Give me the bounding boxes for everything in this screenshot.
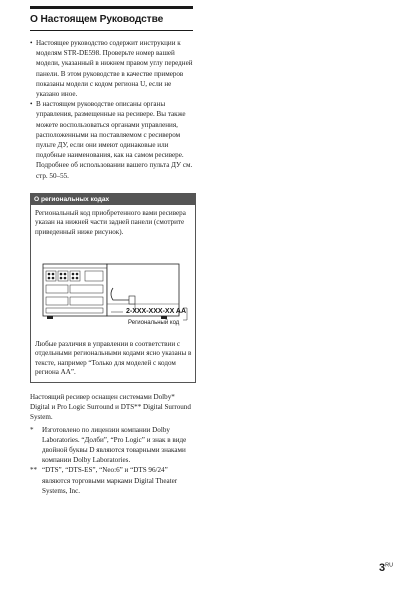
footnote: ** “DTS”, “DTS-ES”, “Neo:6” и “DTS 96/24” являются торговыми марками Digital Theater Systems, Inc. (30, 466, 178, 495)
footnote: * Изготовлено по лицензии компании Dolby Laboratories. “Долби”, “Pro Logic” и знак в виде двойной буквы D являются товарными знаками компании Dolby Laboratories. (30, 425, 187, 465)
rear-panel-illustration (35, 260, 195, 340)
title-underline (30, 30, 193, 31)
bullet-item: • Настоящее руководство содержит инструкции к моделям STR-DE598. Проверьте номер вашей модели, указанный в нижнем правом углу передней панели. В этом руководстве в качестве примеров показаны модели с кодом региона U, если не указано иное. (30, 39, 193, 99)
note-text: Региональный код приобретенного вами ресивера указан на нижней части задней панели (смотрите приведенный ниже рисунок). (35, 209, 186, 236)
bullet-item: • В настоящем руководстве описаны органы управления, размещенные на ресивере. Вы также можете воспользоваться органами управления, расположенными на поставляемом с ресивером пульте ДУ, если они имеют одинаковые или подобные наименования, как на самом ресивере. Подробнее об использовании вашего пульта ДУ см. стр. 50–55. (30, 100, 193, 180)
features-section (30, 392, 196, 496)
region-code-note (30, 193, 196, 383)
features-paragraph: Настоящий ресивер оснащен системами Dolby* Digital и Pro Logic Surround и DTS** Digital Surround System. (30, 393, 191, 422)
note-header: О региональных кодах (31, 194, 195, 205)
region-code-sample: 2-XXX-XXX-XX AA (126, 308, 187, 315)
top-rule (30, 6, 193, 9)
page-number: $3^{RU}$ (379, 562, 394, 574)
section-title: О Настоящем Руководстве (30, 14, 164, 25)
bullet-list (30, 38, 196, 181)
region-code-caption: Региональный код (128, 320, 180, 326)
note-text-differences: Любые различия в управлении в соответствии с отдельными региональными кодами ясно указаны в тексте, например “Только для моделей с кодом региона AA”. (35, 340, 192, 377)
